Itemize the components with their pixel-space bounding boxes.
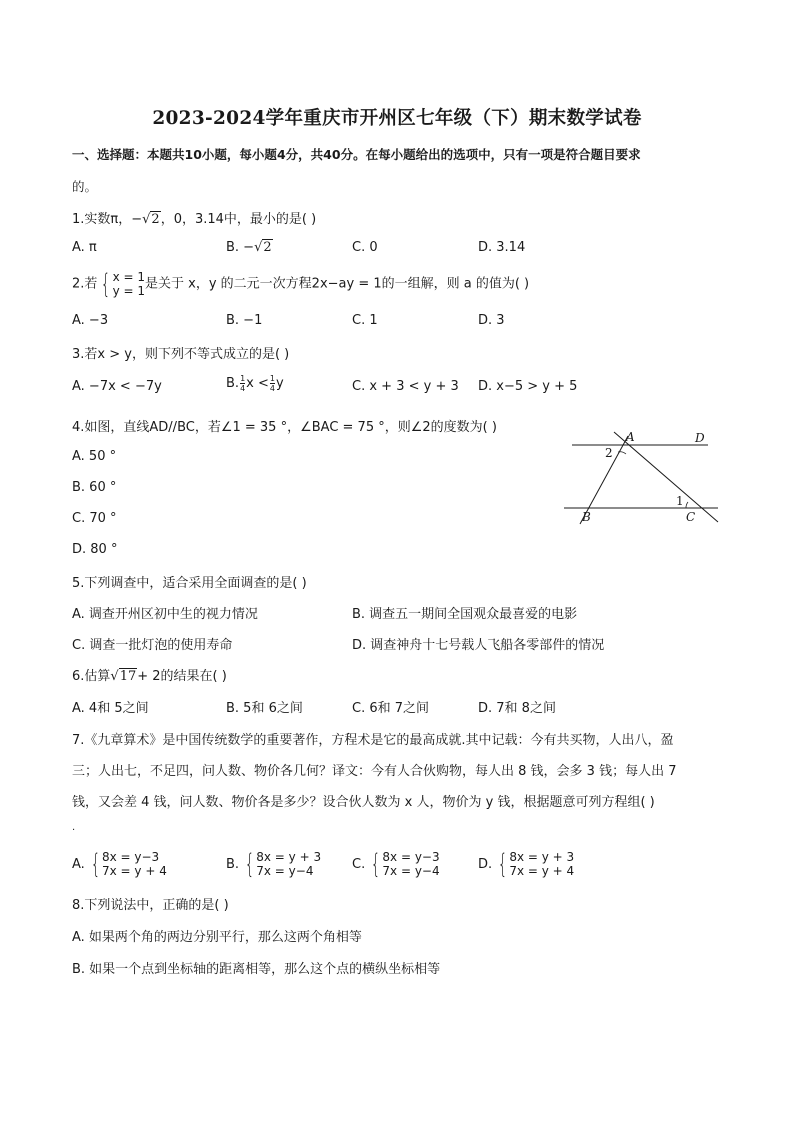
system-eq: 8x = y−3 — [382, 850, 440, 864]
q1-option-c[interactable]: C. 0 — [352, 240, 378, 255]
q6-stem-text: + 2的结果在( ) — [137, 669, 227, 684]
q3-option-b-label: B. — [226, 376, 240, 391]
q1-stem-text: ，0，3.14中，最小的是( ) — [160, 212, 317, 227]
question-3-stem: 3.若x > y，则下列不等式成立的是( ) — [72, 347, 290, 362]
system-eq: y = 1 — [112, 284, 146, 298]
equation-system — [226, 850, 321, 878]
q2-option-d[interactable]: D. 3 — [478, 313, 505, 328]
system-eq: 7x = y + 4 — [101, 864, 167, 878]
section-heading — [72, 145, 641, 163]
q6-option-b[interactable]: B. 5和 6之间 — [226, 701, 303, 716]
brace-icon: { — [90, 848, 101, 880]
system-eq: 7x = y−4 — [382, 864, 440, 878]
brace-icon: { — [371, 848, 381, 880]
section-text: 小题，每小题 — [201, 147, 277, 162]
section-text: 分。在每小题给出的选项中，只有一项是符合题目要求 — [340, 147, 641, 162]
equation-system — [478, 850, 574, 878]
q2-option-c[interactable]: C. 1 — [352, 313, 378, 328]
q7-option-d[interactable] — [478, 850, 574, 878]
brace-icon: { — [498, 848, 508, 880]
q3-option-c[interactable]: C. x + 3 < y + 3 — [352, 379, 459, 394]
section-total: 40 — [323, 147, 341, 162]
question-6-stem — [72, 665, 227, 684]
question-1-stem — [72, 208, 316, 227]
question-2-stem — [72, 270, 529, 298]
section-text: 分，共 — [285, 147, 324, 162]
q5-option-c[interactable]: C. 调查一批灯泡的使用寿命 — [72, 638, 233, 653]
q3-option-b-text: y — [275, 376, 284, 391]
q6-option-c[interactable]: C. 6和 7之间 — [352, 701, 430, 716]
q2-option-b[interactable]: B. −1 — [226, 313, 263, 328]
radicand: 2 — [151, 212, 160, 227]
q3-option-a[interactable]: A. −7x < −7y — [72, 379, 162, 394]
exam-title: 2023-2024学年重庆市开州区七年级（下）期末数学试卷 — [152, 108, 642, 129]
q4-option-a[interactable]: A. 50 ° — [72, 449, 117, 464]
section-heading-cont: 的。 — [72, 179, 98, 194]
brace-icon: { — [101, 268, 111, 300]
system-eq: 7x = y + 4 — [509, 864, 575, 878]
option-label: C. — [352, 856, 366, 872]
q8-option-b[interactable]: B. 如果一个点到坐标轴的距离相等，那么这个点的横纵坐标相等 — [72, 962, 441, 977]
point-d-label: D — [695, 431, 705, 445]
question-7-line-1: 7.《九章算术》是中国传统数学的重要著作，方程术是它的最高成就.其中记载：今有共买物，人出八，盈 — [72, 733, 674, 748]
q6-stem-text: 6.估算 — [72, 669, 111, 684]
q1-option-b[interactable] — [226, 240, 273, 255]
q1-option-a[interactable]: A. π — [72, 240, 97, 255]
q5-option-a[interactable]: A. 调查开州区初中生的视力情况 — [72, 607, 258, 622]
denominator: 4 — [240, 384, 246, 393]
equation-system — [97, 270, 145, 298]
section-text: 一、选择题：本题共 — [72, 147, 185, 162]
q3-option-b[interactable] — [226, 374, 284, 393]
angle-1-label: 1 — [676, 494, 684, 508]
point-c-label: C — [686, 510, 696, 524]
sqrt-symbol: √2 — [142, 212, 160, 227]
numerator: 1 — [269, 374, 275, 383]
q4-option-b[interactable]: B. 60 ° — [72, 480, 117, 495]
q4-option-d[interactable]: D. 80 ° — [72, 542, 118, 557]
q2-stem-text: 2.若 — [72, 276, 98, 292]
q6-option-d[interactable]: D. 7和 8之间 — [478, 701, 556, 716]
q1-stem-text: 1.实数π，− — [72, 212, 143, 227]
system-eq: 8x = y−3 — [101, 850, 160, 864]
system-eq: x = 1 — [112, 270, 146, 284]
q7-option-b[interactable] — [226, 850, 321, 878]
system-eq: 8x = y + 3 — [509, 850, 575, 864]
section-count: 10 — [184, 147, 202, 162]
question-4-stem: 4.如图，直线AD//BC，若∠1 = 35 °，∠BAC = 75 °，则∠2的度数为( ) — [72, 420, 497, 435]
system-eq: 8x = y + 3 — [256, 850, 322, 864]
geometry-figure — [560, 428, 722, 528]
q4-option-c[interactable]: C. 70 ° — [72, 511, 117, 526]
sqrt-symbol: √2 — [254, 240, 272, 255]
question-5-stem: 5.下列调查中，适合采用全面调查的是( ) — [72, 576, 307, 591]
fraction — [240, 374, 245, 393]
radicand: 2 — [263, 240, 272, 255]
equation-system — [72, 850, 167, 878]
angle-2-label: 2 — [605, 446, 613, 460]
brace-icon: { — [244, 848, 255, 880]
section-points: 4 — [276, 147, 286, 162]
question-7-line-3: 钱，又会差 4 钱，问人数、物价各是多少？设合伙人数为 x 人，物价为 y 钱，根据题意可列方程组( ) — [72, 795, 655, 810]
q5-option-b[interactable]: B. 调查五一期间全国观众最喜爱的电影 — [352, 607, 578, 622]
system-eq: 7x = y−4 — [256, 864, 314, 878]
q3-option-d[interactable]: D. x−5 > y + 5 — [478, 379, 578, 394]
option-label: A. — [72, 856, 85, 872]
radicand: 17 — [119, 669, 137, 684]
q2-stem-text: 是关于 x，y 的二元一次方程2x−ay = 1的一组解，则 a 的值为( ) — [145, 276, 530, 292]
option-label: B. — [226, 856, 240, 872]
q2-option-a[interactable]: A. −3 — [72, 313, 109, 328]
q3-option-b-text: x < — [246, 376, 269, 391]
option-label: D. — [478, 856, 493, 872]
denominator: 4 — [269, 384, 275, 393]
angle-1-arc — [686, 502, 688, 508]
q1-option-b-label: B. − — [226, 240, 255, 255]
fraction — [270, 374, 275, 393]
numerator: 1 — [240, 374, 246, 383]
sqrt-symbol: √17 — [110, 669, 137, 684]
point-a-label: A — [626, 430, 635, 444]
q8-option-a[interactable]: A. 如果两个角的两边分别平行，那么这两个角相等 — [72, 930, 362, 945]
question-7-line-2: 三；人出七，不足四，问人数、物价各几何？译文：今有人合伙购物，每人出 8 钱，会多 3 钱；每人出 7 — [72, 764, 677, 779]
q7-option-c[interactable] — [352, 850, 440, 878]
question-8-stem: 8.下列说法中，正确的是( ) — [72, 898, 229, 913]
q1-option-d[interactable]: D. 3.14 — [478, 240, 526, 255]
equation-system — [352, 850, 440, 878]
q5-option-d[interactable]: D. 调查神舟十七号载人飞船各零部件的情况 — [352, 638, 605, 653]
q6-option-a[interactable]: A. 4和 5之间 — [72, 701, 149, 716]
question-7-line-4: . — [72, 822, 76, 833]
point-b-label: B — [582, 510, 591, 524]
q7-option-a[interactable] — [72, 850, 167, 878]
